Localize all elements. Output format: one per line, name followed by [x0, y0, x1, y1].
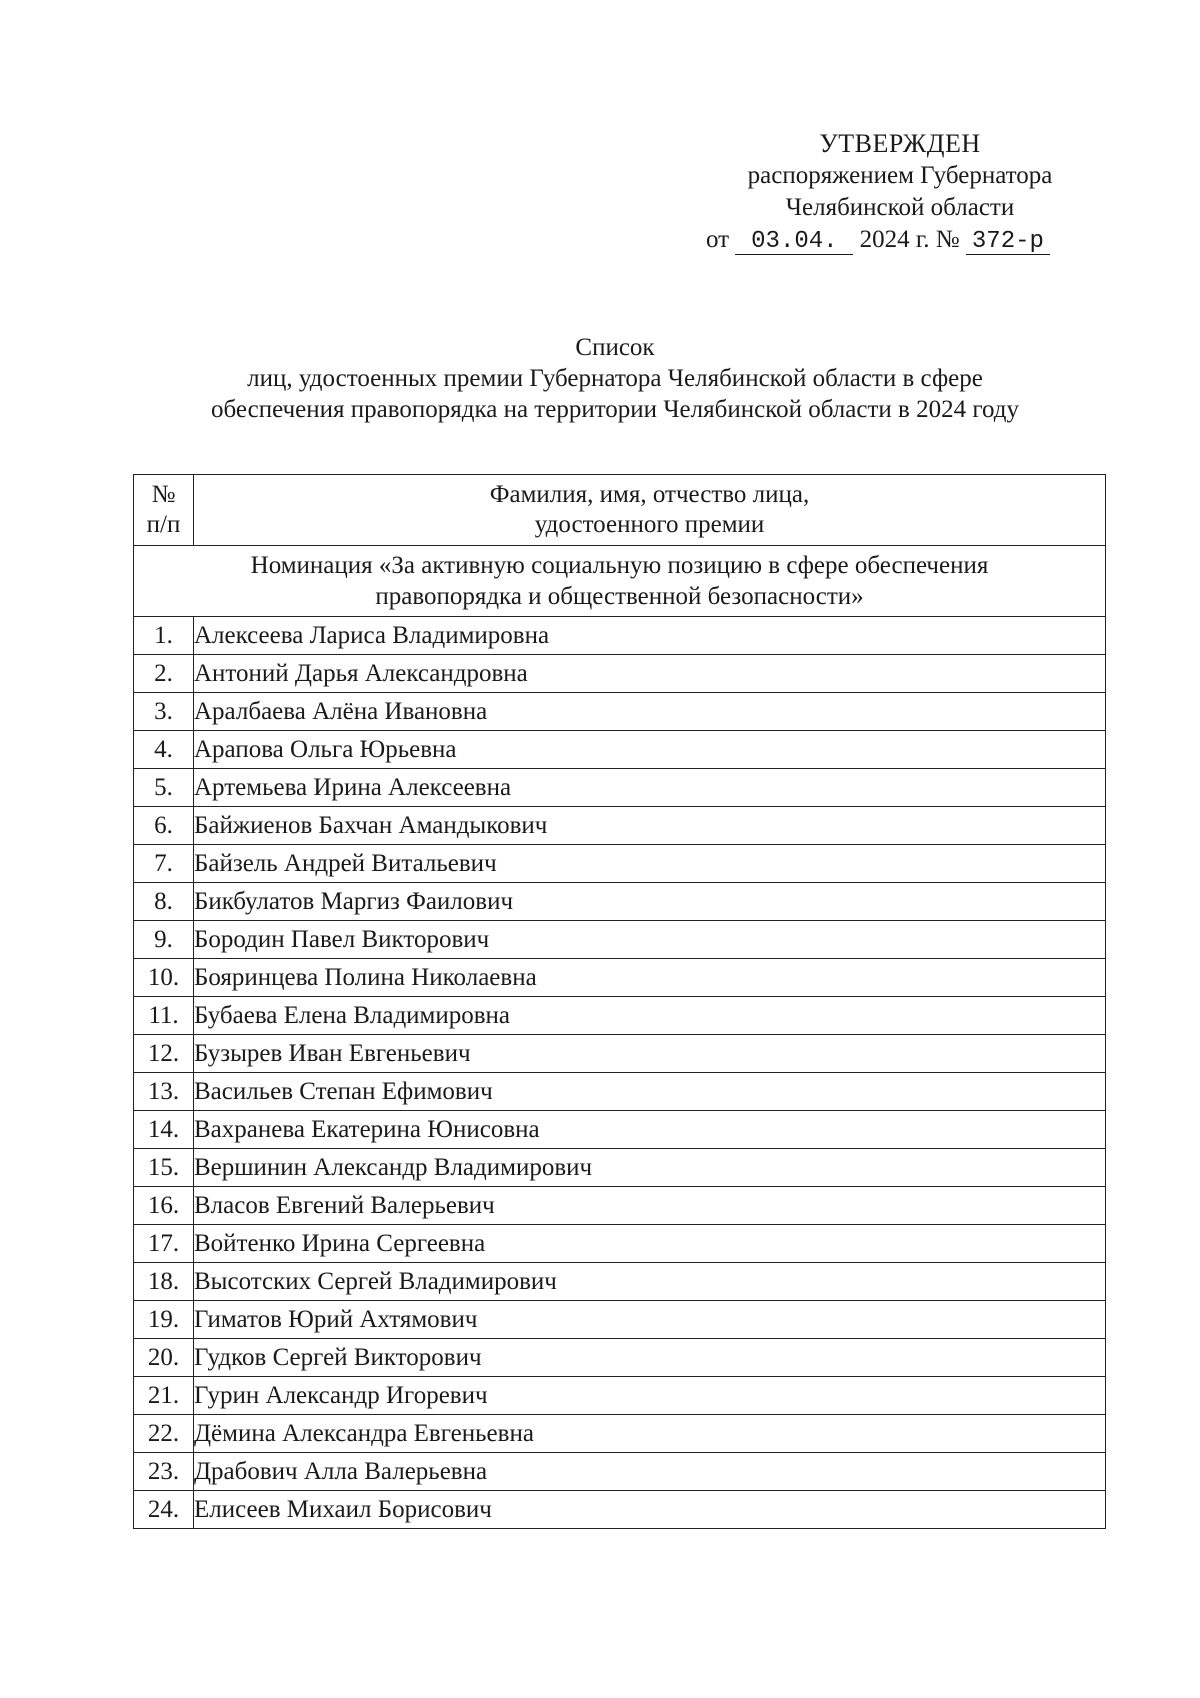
approval-date-line [690, 224, 1110, 256]
table-row [134, 1035, 1106, 1073]
table-row [134, 1491, 1106, 1529]
header-name-line1: Фамилия, имя, отчество лица, [489, 481, 810, 508]
row-number: 23. [134, 1453, 194, 1491]
table-row [134, 1339, 1106, 1377]
approval-line-region: Челябинской области [785, 194, 1015, 221]
row-number: 3. [134, 693, 194, 731]
table-row [134, 1187, 1106, 1225]
nomination-line2: правопорядка и общественной безопасности» [375, 583, 864, 610]
awardee-name: Гудков Сергей Викторович [194, 1339, 1106, 1377]
awardee-name: Аралбаева Алёна Ивановна [194, 693, 1106, 731]
header-name-line2: удостоенного премии [534, 511, 765, 538]
row-number: 22. [134, 1415, 194, 1453]
table-row [134, 655, 1106, 693]
row-number: 7. [134, 845, 194, 883]
awardee-name: Бояринцева Полина Николаевна [194, 959, 1106, 997]
awardee-name: Васильев Степан Ефимович [194, 1073, 1106, 1111]
nomination-line1: Номинация «За активную социальную позицию в сфере обеспечения [250, 552, 989, 579]
table-row [134, 997, 1106, 1035]
awardees-table [133, 474, 1106, 1529]
awardee-name: Вахранева Екатерина Юнисовна [194, 1111, 1106, 1149]
awardee-name: Драбович Алла Валерьевна [194, 1453, 1106, 1491]
table-row [134, 1415, 1106, 1453]
row-number: 24. [134, 1491, 194, 1529]
document-title [120, 332, 1110, 425]
title-line-3: обеспечения правопорядка на территории Челябинской области в 2024 году [211, 396, 1019, 423]
title-line-2: лиц, удостоенных премии Губернатора Челябинской области в сфере [247, 365, 983, 392]
row-number: 15. [134, 1149, 194, 1187]
table-row [134, 1225, 1106, 1263]
awardee-name: Власов Евгений Валерьевич [194, 1187, 1106, 1225]
awardee-name: Дёмина Александра Евгеньевна [194, 1415, 1106, 1453]
row-number: 19. [134, 1301, 194, 1339]
approval-date: 03.04. [735, 230, 853, 255]
row-number: 21. [134, 1377, 194, 1415]
table-row [134, 1073, 1106, 1111]
from-label: от [706, 226, 730, 253]
table-row [134, 921, 1106, 959]
table-row [134, 1377, 1106, 1415]
awardee-name: Вершинин Александр Владимирович [194, 1149, 1106, 1187]
approval-block [690, 128, 1110, 256]
row-number: 13. [134, 1073, 194, 1111]
row-number: 9. [134, 921, 194, 959]
table-row [134, 959, 1106, 997]
awardee-name: Бородин Павел Викторович [194, 921, 1106, 959]
row-number: 1. [134, 617, 194, 655]
table-row [134, 1301, 1106, 1339]
table-body [134, 546, 1106, 1529]
awardee-name: Бикбулатов Маргиз Фаилович [194, 883, 1106, 921]
header-name-cell [194, 475, 1106, 546]
awardee-name: Бубаева Елена Владимировна [194, 997, 1106, 1035]
table-row [134, 617, 1106, 655]
table-row [134, 1149, 1106, 1187]
awardee-name: Елисеев Михаил Борисович [194, 1491, 1106, 1529]
row-number: 17. [134, 1225, 194, 1263]
title-line-1: Список [575, 334, 655, 361]
row-number: 20. [134, 1339, 194, 1377]
table-row [134, 731, 1106, 769]
table-row [134, 845, 1106, 883]
table-row [134, 807, 1106, 845]
row-number: 16. [134, 1187, 194, 1225]
awardee-name: Войтенко Ирина Сергеевна [194, 1225, 1106, 1263]
header-number-line2: п/п [146, 511, 181, 538]
row-number: 14. [134, 1111, 194, 1149]
row-number: 12. [134, 1035, 194, 1073]
approval-heading: УТВЕРЖДЕН [819, 129, 981, 158]
awardee-name: Гиматов Юрий Ахтямович [194, 1301, 1106, 1339]
header-number-line1: № [151, 481, 176, 508]
nomination-cell [134, 546, 1106, 617]
row-number: 2. [134, 655, 194, 693]
awardee-name: Артемьева Ирина Алексеевна [194, 769, 1106, 807]
approval-number: 372-р [966, 230, 1050, 255]
row-number: 5. [134, 769, 194, 807]
table-row [134, 1263, 1106, 1301]
approval-line-governor: распоряжением Губернатора [747, 162, 1053, 189]
awardee-name: Байжиенов Бахчан Амандыкович [194, 807, 1106, 845]
row-number: 8. [134, 883, 194, 921]
table-row [134, 1453, 1106, 1491]
row-number: 11. [134, 997, 194, 1035]
awardee-name: Байзель Андрей Витальевич [194, 845, 1106, 883]
table-row [134, 769, 1106, 807]
nomination-row [134, 546, 1106, 617]
awardee-name: Антоний Дарья Александровна [194, 655, 1106, 693]
table-header-row [134, 475, 1106, 546]
row-number: 18. [134, 1263, 194, 1301]
awardee-name: Гурин Александр Игоревич [194, 1377, 1106, 1415]
awardee-name: Высотских Сергей Владимирович [194, 1263, 1106, 1301]
row-number: 6. [134, 807, 194, 845]
row-number: 10. [134, 959, 194, 997]
table-row [134, 693, 1106, 731]
awardee-name: Арапова Ольга Юрьевна [194, 731, 1106, 769]
awardee-name: Бузырев Иван Евгеньевич [194, 1035, 1106, 1073]
table-row [134, 1111, 1106, 1149]
approval-year: 2024 г. № [859, 226, 960, 253]
row-number: 4. [134, 731, 194, 769]
awardee-name: Алексеева Лариса Владимировна [194, 617, 1106, 655]
table-row [134, 883, 1106, 921]
header-number-cell [134, 475, 194, 546]
